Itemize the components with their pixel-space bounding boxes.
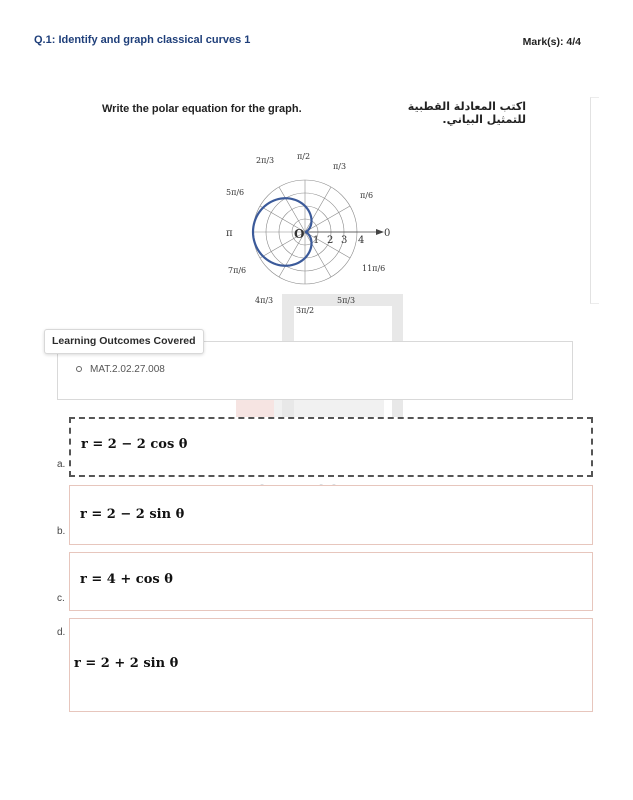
angle-label-7pi6: 7π/6: [228, 266, 247, 275]
answer-option-a[interactable]: [69, 417, 593, 477]
option-b-equation: r = 2 − 2 sin θ: [80, 507, 185, 522]
option-b-letter: b.: [57, 526, 66, 537]
marks-indicator: Mark(s): 4/4: [522, 36, 581, 48]
learning-outcome-item: [76, 364, 165, 375]
answer-option-c[interactable]: [69, 552, 593, 611]
option-d-letter: d.: [57, 627, 66, 638]
radial-label-2: 2: [327, 235, 334, 246]
angle-label-0: 0: [384, 228, 391, 239]
option-a-equation: r = 2 − 2 cos θ: [81, 437, 188, 452]
angle-label-pi6: π/6: [360, 191, 374, 200]
option-a-letter: a.: [57, 459, 66, 470]
option-d-equation: r = 2 + 2 sin θ: [74, 656, 179, 671]
question-title: Q.1: Identify and graph classical curves 1: [34, 34, 251, 46]
angle-label-pi: π: [226, 228, 233, 239]
polar-graph: [210, 135, 410, 330]
angle-label-pi3: π/3: [333, 162, 347, 171]
option-c-equation: r = 4 + cos θ: [80, 572, 173, 587]
angle-label-pi2: π/2: [297, 152, 311, 161]
learning-outcome-code: MAT.2.02.27.008: [90, 364, 165, 375]
radial-label-3: 3: [341, 235, 348, 246]
bullet-icon: [76, 366, 82, 372]
angle-label-2pi3: 2π/3: [256, 156, 275, 165]
angle-label-5pi6: 5π/6: [226, 188, 245, 197]
answer-option-b[interactable]: [69, 485, 593, 545]
option-c-letter: c.: [57, 593, 65, 604]
angle-label-4pi3: 4π/3: [255, 296, 274, 305]
scroll-track[interactable]: [590, 97, 599, 304]
learning-outcomes-heading: Learning Outcomes Covered: [44, 329, 204, 354]
axis-arrow-icon: [376, 229, 384, 235]
radial-label-1: 1: [313, 235, 320, 246]
angle-label-5pi3: 5π/3: [337, 296, 356, 305]
angle-label-11pi6: 11π/6: [362, 264, 386, 273]
question-prompt-arabic: اكتب المعادلة القطبية للتمثيل البياني.: [407, 100, 526, 126]
question-prompt-english: Write the polar equation for the graph.: [102, 103, 302, 115]
angle-label-3pi2: 3π/2: [296, 306, 315, 315]
answer-option-d[interactable]: [69, 618, 593, 712]
radial-label-4: 4: [358, 235, 365, 246]
radial-label-origin: O: [294, 227, 305, 241]
